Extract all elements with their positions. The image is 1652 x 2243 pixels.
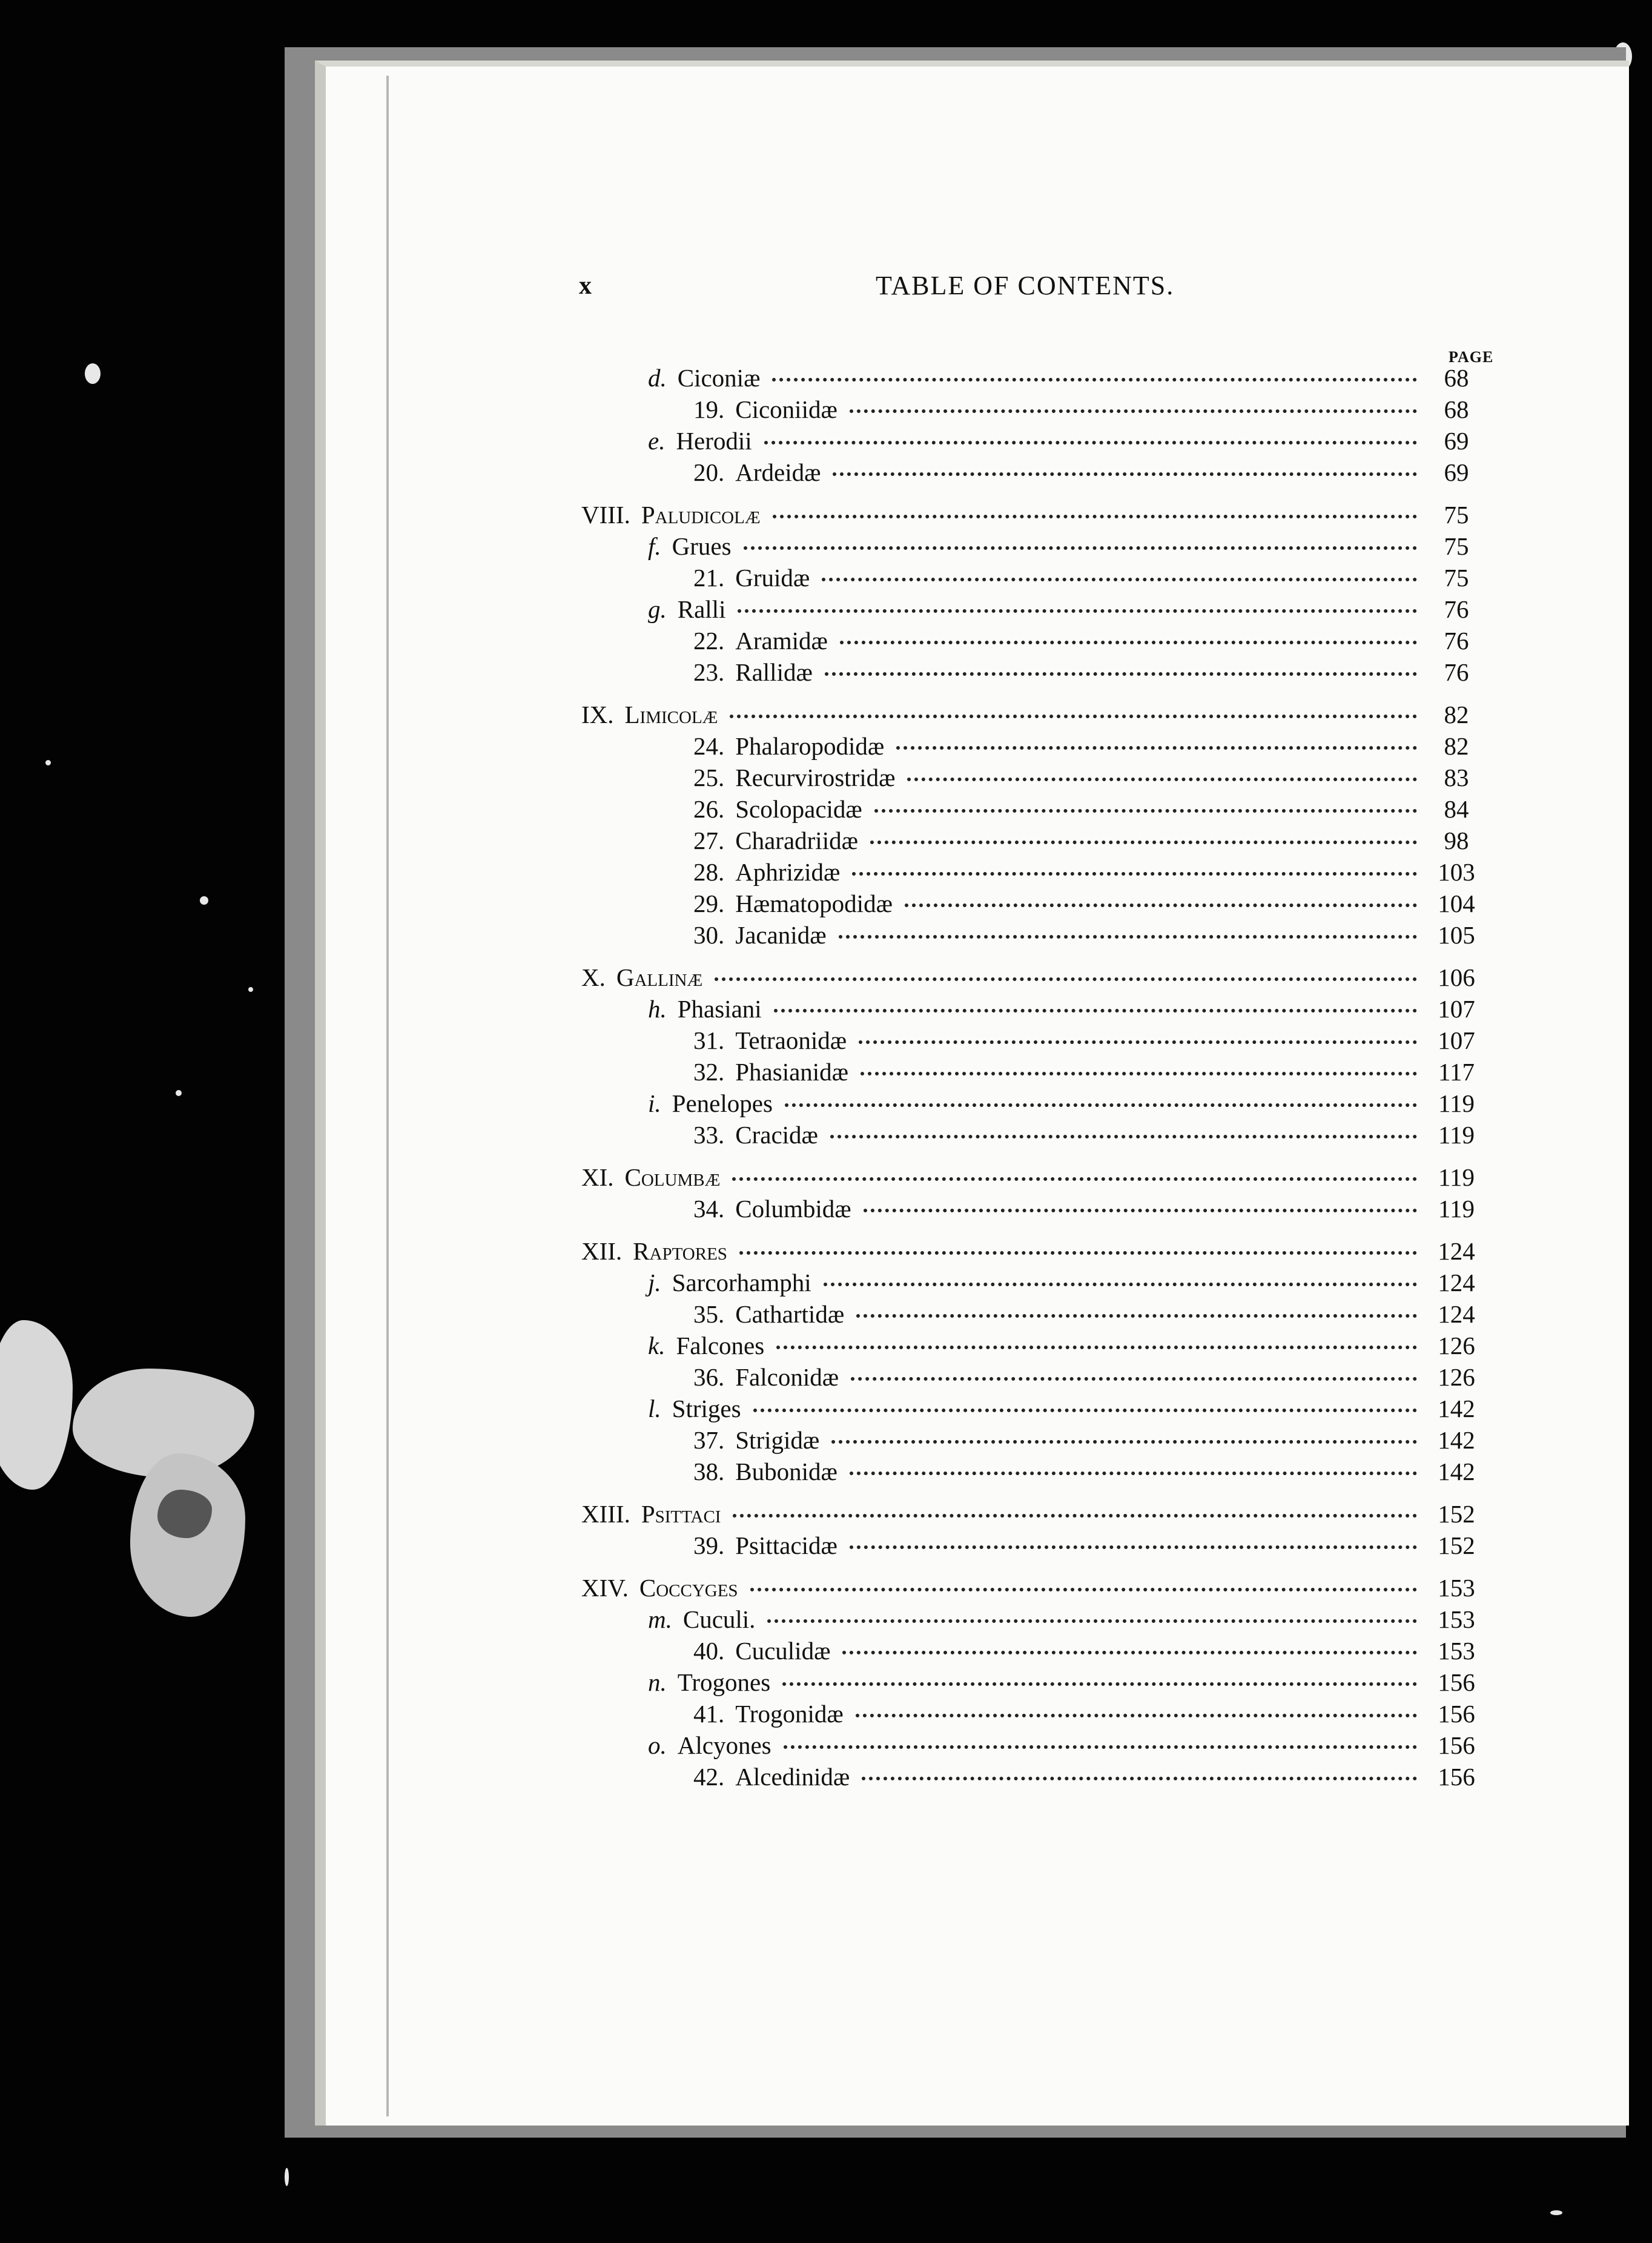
toc-entry-title: Ralli	[677, 595, 726, 623]
dot-leader	[870, 841, 1417, 844]
dot-leader	[840, 641, 1417, 644]
toc-row	[648, 1668, 1484, 1702]
toc-entry-title: Trogonidæ	[735, 1700, 844, 1728]
toc-row	[648, 1089, 1484, 1123]
order-numeral: XI.	[581, 1163, 614, 1191]
toc-row	[693, 395, 1484, 429]
family-number: 37.	[693, 1426, 725, 1454]
family-number: 29.	[693, 890, 725, 917]
dot-leader	[852, 872, 1417, 876]
toc-page-number: 156	[1438, 1731, 1475, 1759]
toc-page-number: 103	[1438, 858, 1475, 886]
running-title: TABLE OF CONTENTS.	[876, 271, 1175, 300]
toc-page-number: 119	[1438, 1121, 1475, 1149]
toc-entry-title: Recurvirostridæ	[735, 764, 896, 791]
family-number: 30.	[693, 921, 725, 949]
toc-entry-title: Cathartidæ	[735, 1300, 845, 1328]
dot-leader	[839, 935, 1417, 939]
family-number: 22.	[693, 627, 725, 655]
page-folio: x	[579, 272, 592, 300]
toc-entry-title: Alcedinidæ	[735, 1763, 850, 1791]
toc-page-number: 142	[1438, 1426, 1475, 1454]
toc-page-number: 119	[1438, 1089, 1475, 1117]
toc-row	[693, 1363, 1484, 1396]
page-column-label: PAGE	[1449, 348, 1494, 366]
toc-row	[693, 458, 1484, 492]
family-number: 24.	[693, 732, 725, 760]
toc-row	[648, 994, 1484, 1028]
dot-leader	[830, 1135, 1417, 1138]
toc-entry-title: Herodii	[676, 427, 752, 455]
dot-leader	[874, 809, 1417, 813]
toc-entry-title: Grues	[672, 532, 732, 560]
family-number: 25.	[693, 764, 725, 791]
order-numeral: XII.	[581, 1237, 623, 1265]
order-numeral: X.	[581, 963, 606, 991]
toc-row	[581, 1163, 1484, 1197]
dot-leader	[856, 1714, 1417, 1717]
toc-page-number: 152	[1438, 1531, 1475, 1559]
toc-row	[693, 732, 1484, 765]
suborder-letter: h.	[648, 995, 667, 1023]
dot-leader	[753, 1409, 1417, 1412]
family-number: 41.	[693, 1700, 725, 1728]
toc-page-number: 126	[1438, 1363, 1475, 1391]
family-number: 39.	[693, 1531, 725, 1559]
toc-entry-title: Coccyges	[639, 1574, 738, 1602]
suborder-letter: l.	[648, 1395, 661, 1422]
toc-entry-title: Raptores	[633, 1237, 727, 1265]
toc-entry-title: Phasianidæ	[735, 1058, 849, 1086]
toc-page-number: 84	[1444, 795, 1469, 823]
toc-entry-title: Alcyones	[677, 1731, 771, 1759]
family-number: 20.	[693, 458, 725, 486]
toc-page-number: 156	[1438, 1763, 1475, 1791]
toc-page-number: 82	[1444, 701, 1469, 728]
toc-row	[581, 963, 1484, 997]
suborder-letter: g.	[648, 595, 667, 623]
toc-entry-title: Gruidæ	[735, 564, 810, 592]
suborder-letter: m.	[648, 1605, 672, 1633]
toc-row	[693, 794, 1484, 828]
family-number: 28.	[693, 858, 725, 886]
dot-leader	[862, 1777, 1417, 1780]
family-number: 40.	[693, 1637, 725, 1665]
suborder-letter: j.	[648, 1269, 661, 1297]
dot-leader	[851, 1377, 1417, 1381]
toc-entry-title: Striges	[672, 1395, 741, 1422]
toc-row	[581, 1499, 1484, 1533]
order-numeral: XIV.	[581, 1574, 629, 1602]
dot-leader	[715, 977, 1417, 981]
toc-page-number: 82	[1444, 732, 1469, 760]
family-number: 26.	[693, 795, 725, 823]
toc-entry-title: Limicolæ	[624, 701, 718, 728]
toc-page-number: 68	[1444, 395, 1469, 423]
toc-row	[693, 1120, 1484, 1154]
toc-page-number: 68	[1444, 364, 1469, 392]
toc-page-number: 119	[1438, 1195, 1475, 1223]
dot-leader	[784, 1745, 1417, 1749]
dot-leader	[864, 1209, 1417, 1212]
toc-page-number: 124	[1438, 1237, 1475, 1265]
toc-entry-title: Bubonidæ	[735, 1458, 838, 1485]
dot-leader	[907, 778, 1417, 781]
suborder-letter: n.	[648, 1668, 667, 1696]
dot-leader	[896, 746, 1417, 750]
toc-entry-title: Gallinæ	[616, 963, 703, 991]
toc-row	[693, 1457, 1484, 1491]
family-number: 35.	[693, 1300, 725, 1328]
toc-entry-title: Ardeidæ	[735, 458, 821, 486]
toc-page-number: 76	[1444, 595, 1469, 623]
toc-row	[648, 1268, 1484, 1302]
toc-row	[693, 1699, 1484, 1733]
toc-page-number: 76	[1444, 627, 1469, 655]
toc-row	[693, 826, 1484, 860]
suborder-letter: e.	[648, 427, 666, 455]
family-number: 34.	[693, 1195, 725, 1223]
toc-row	[693, 1300, 1484, 1333]
toc-row	[648, 1605, 1484, 1639]
dot-leader	[822, 578, 1417, 581]
toc-entry-title: Charadriidæ	[735, 827, 858, 854]
dot-leader	[739, 1251, 1417, 1255]
dot-leader	[785, 1103, 1417, 1107]
toc-row	[693, 1425, 1484, 1459]
toc-page-number: 69	[1444, 427, 1469, 455]
toc-page-number: 142	[1438, 1458, 1475, 1485]
toc-row	[693, 1531, 1484, 1565]
dot-leader	[767, 1619, 1417, 1623]
dot-leader	[744, 546, 1417, 550]
family-number: 19.	[693, 395, 725, 423]
dot-leader	[850, 409, 1417, 413]
toc-entry-title: Scolopacidæ	[735, 795, 862, 823]
dot-leader	[738, 609, 1417, 613]
toc-entry-title: Ciconiidæ	[735, 395, 838, 423]
toc-page-number: 142	[1438, 1395, 1475, 1422]
toc-row	[648, 426, 1484, 460]
toc-entry-title: Cracidæ	[735, 1121, 818, 1149]
dot-leader	[825, 672, 1417, 676]
toc-row	[581, 1573, 1484, 1607]
toc-page-number: 106	[1438, 963, 1475, 991]
toc-row	[693, 857, 1484, 891]
toc-row	[648, 1394, 1484, 1428]
toc-entry-title: Phasiani	[677, 995, 762, 1023]
family-number: 36.	[693, 1363, 725, 1391]
toc-entry-title: Cuculidæ	[735, 1637, 831, 1665]
family-number: 38.	[693, 1458, 725, 1485]
family-number: 23.	[693, 658, 725, 686]
toc-entry-title: Phalaropodidæ	[735, 732, 885, 760]
family-number: 42.	[693, 1763, 725, 1791]
suborder-letter: k.	[648, 1332, 666, 1359]
toc-page-number: 153	[1438, 1574, 1475, 1602]
dot-leader	[850, 1545, 1417, 1549]
toc-entry-title: Columbidæ	[735, 1195, 851, 1223]
dot-leader	[764, 441, 1417, 444]
toc-page-number: 104	[1438, 890, 1475, 917]
toc-row	[581, 500, 1484, 534]
toc-row	[693, 1057, 1484, 1091]
dot-leader	[782, 1682, 1417, 1686]
toc-entry-title: Rallidæ	[735, 658, 813, 686]
toc-entry-title: Aphrizidæ	[735, 858, 841, 886]
toc-row	[648, 363, 1484, 397]
toc-page-number: 152	[1438, 1500, 1475, 1528]
toc-page-number: 156	[1438, 1668, 1475, 1696]
toc-row	[693, 626, 1484, 660]
toc-entry-title: Cuculi.	[682, 1605, 756, 1633]
toc-row	[648, 1731, 1484, 1765]
suborder-letter: f.	[648, 532, 661, 560]
dot-leader	[732, 1177, 1417, 1181]
order-numeral: IX.	[581, 701, 614, 728]
toc-row	[693, 920, 1484, 954]
dot-leader	[859, 1040, 1417, 1044]
toc-entry-title: Paludicolæ	[641, 501, 761, 529]
toc-row	[581, 1237, 1484, 1270]
family-number: 32.	[693, 1058, 725, 1086]
family-number: 31.	[693, 1026, 725, 1054]
toc-entry-title: Tetraonidæ	[735, 1026, 847, 1054]
toc-row	[693, 1194, 1484, 1228]
toc-page-number: 124	[1438, 1300, 1475, 1328]
toc-row	[693, 563, 1484, 597]
dot-leader	[842, 1651, 1417, 1654]
dot-leader	[774, 1009, 1417, 1012]
family-number: 33.	[693, 1121, 725, 1149]
toc-entry-title: Psittacidæ	[735, 1531, 838, 1559]
toc-page-number: 76	[1444, 658, 1469, 686]
toc-entry-title: Aramidæ	[735, 627, 828, 655]
toc-entry-title: Falcones	[676, 1332, 765, 1359]
toc-row	[648, 1331, 1484, 1365]
toc-page-number: 107	[1438, 995, 1475, 1023]
toc-entry-title: Trogones	[677, 1668, 771, 1696]
toc-row	[693, 763, 1484, 797]
dot-leader	[856, 1314, 1417, 1318]
toc-page-number: 69	[1444, 458, 1469, 486]
dot-leader	[833, 472, 1417, 476]
toc-page-number: 105	[1438, 921, 1475, 949]
suborder-letter: d.	[648, 364, 667, 392]
toc-row	[693, 1026, 1484, 1060]
toc-page-number: 75	[1444, 564, 1469, 592]
order-numeral: XIII.	[581, 1500, 630, 1528]
toc-entry-title: Hæmatopodidæ	[735, 890, 893, 917]
toc-entry-title: Falconidæ	[735, 1363, 839, 1391]
toc-page-number: 75	[1444, 501, 1469, 529]
dot-leader	[776, 1346, 1417, 1349]
dot-leader	[905, 903, 1417, 907]
toc-entry-title: Penelopes	[672, 1089, 773, 1117]
dot-leader	[824, 1283, 1417, 1286]
family-number: 27.	[693, 827, 725, 854]
dot-leader	[773, 515, 1417, 518]
dot-leader	[831, 1440, 1417, 1444]
toc-entry-title: Strigidæ	[735, 1426, 820, 1454]
toc-page-number: 98	[1444, 827, 1469, 854]
toc-page-number: 83	[1444, 764, 1469, 791]
dot-leader	[772, 378, 1417, 382]
toc-entry-title: Sarcorhamphi	[672, 1269, 811, 1297]
toc-row	[693, 658, 1484, 692]
toc-entry-title: Jacanidæ	[735, 921, 827, 949]
toc-page-number: 156	[1438, 1700, 1475, 1728]
toc-entry-title: Ciconiæ	[677, 364, 761, 392]
toc-entry-title: Psittaci	[641, 1500, 721, 1528]
family-number: 21.	[693, 564, 725, 592]
suborder-letter: i.	[648, 1089, 661, 1117]
toc-row	[693, 889, 1484, 923]
dot-leader	[750, 1588, 1417, 1591]
toc-page-number: 124	[1438, 1269, 1475, 1297]
dot-leader	[861, 1072, 1417, 1075]
toc-page-number: 119	[1438, 1163, 1475, 1191]
toc-page-number: 117	[1438, 1058, 1475, 1086]
toc-row	[648, 595, 1484, 629]
dot-leader	[730, 715, 1417, 718]
suborder-letter: o.	[648, 1731, 667, 1759]
toc-row	[648, 532, 1484, 566]
dot-leader	[733, 1514, 1417, 1518]
toc-row	[693, 1762, 1484, 1796]
toc-entry-title: Columbæ	[624, 1163, 721, 1191]
toc-page-number: 126	[1438, 1332, 1475, 1359]
toc-page-number: 75	[1444, 532, 1469, 560]
order-numeral: VIII.	[581, 501, 630, 529]
toc-page-number: 107	[1438, 1026, 1475, 1054]
dot-leader	[850, 1472, 1417, 1475]
toc-row	[581, 700, 1484, 734]
toc-page-number: 153	[1438, 1637, 1475, 1665]
toc-row	[693, 1636, 1484, 1670]
toc-page-number: 153	[1438, 1605, 1475, 1633]
